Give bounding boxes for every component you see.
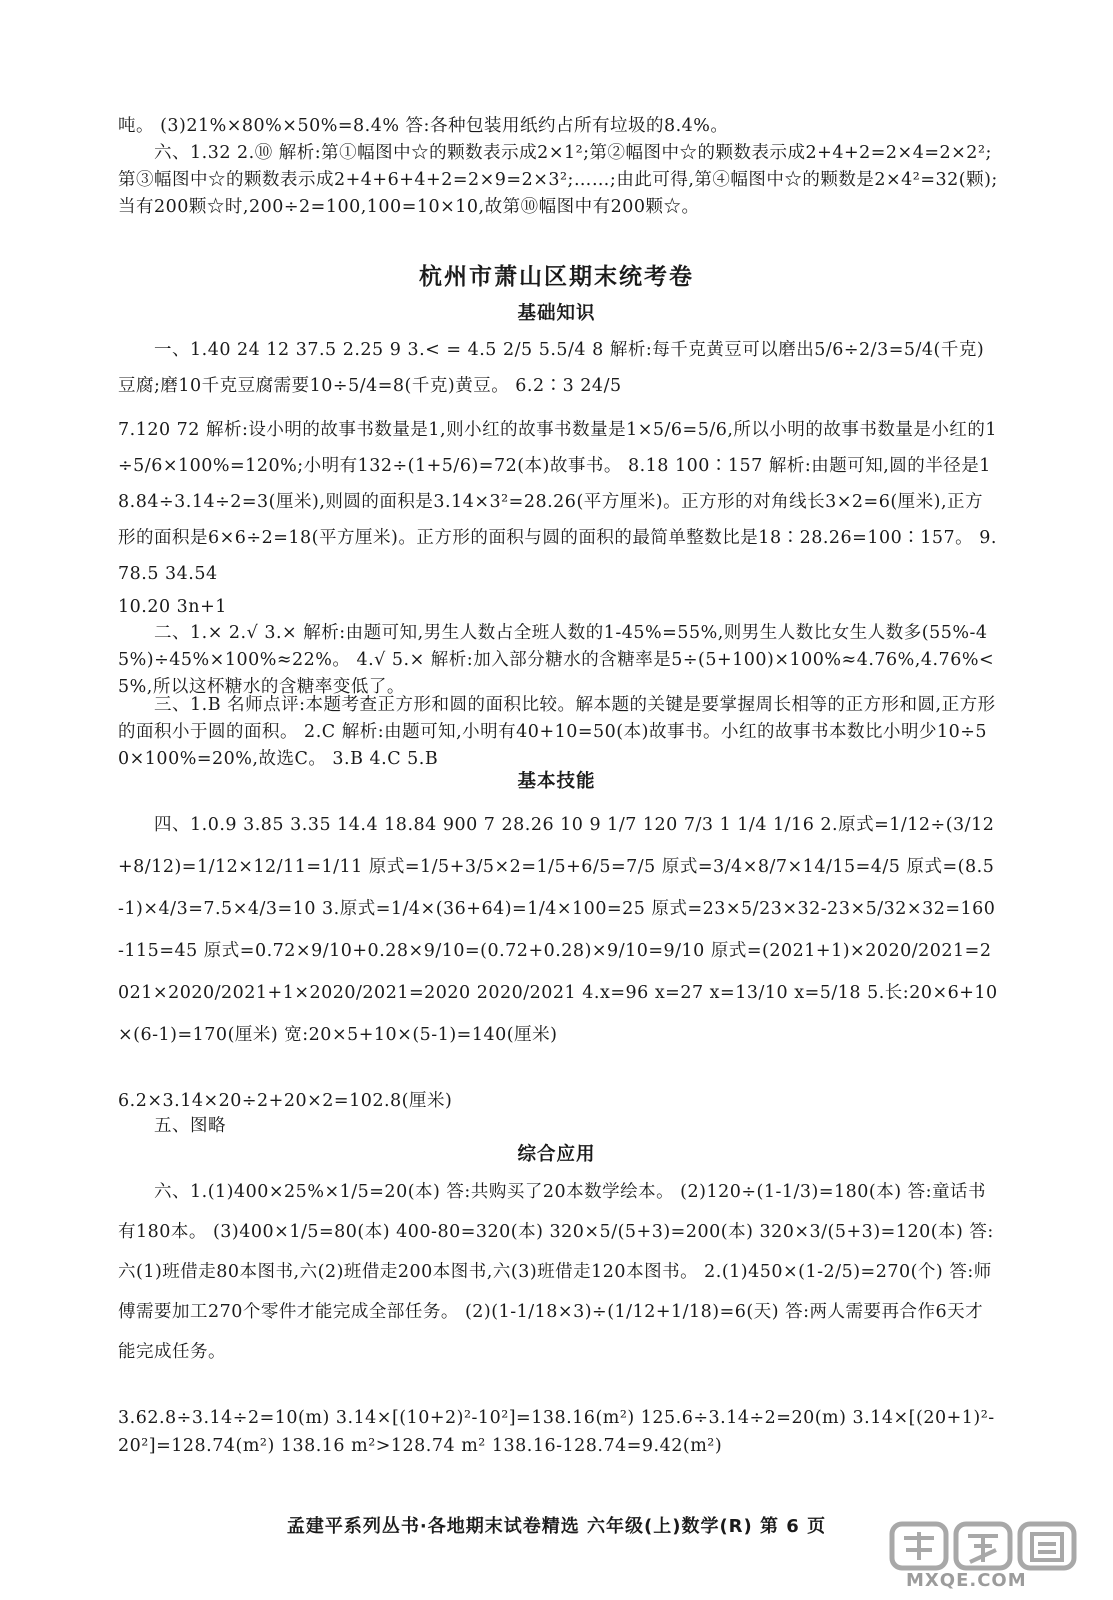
answer-text-p1: 吨。 (3)21%×80%×50%=8.4% 答:各种包装用纸约占所有垃圾的8.4%。: [118, 116, 729, 136]
section-basic-skills: 基本技能: [517, 771, 596, 792]
watermark: [888, 1520, 1078, 1592]
part6-text-2: 3.62.8÷3.14÷2=10(m) 3.14×[(10+2)²-10²]=138.16(m²) 125.6÷3.14÷2=20(m) 3.14×[(20+1)²-20²]=128.74(m²) 138.16 m²>128.74 m² 138.16-128.74=9.42(m²): [118, 1408, 995, 1456]
part3-text: 三、1.B 名师点评:本题考查正方形和圆的面积比较。解本题的关键是要掌握周长相等的正方形和圆,正方形的面积小于圆的面积。 2.C 解析:由题可知,小明有40+10=50(本)故事书。小红的故事书本数比小明少10÷50×100%=20%,故选C。 3.B 4.C 5.B: [118, 695, 996, 769]
watermark-logo-icon: [888, 1520, 1078, 1572]
part4-text-2: 6.2×3.14×20÷2+20×2=102.8(厘米): [118, 1091, 453, 1111]
section-basic-knowledge: 基础知识: [517, 303, 596, 324]
part5-text: 五、图略: [154, 1116, 226, 1136]
part1-text-2: 7.120 72 解析:设小明的故事书数量是1,则小红的故事书数量是1×5/6=5/6,所以小明的故事书数量是小红的1÷5/6×100%=120%;小明有132÷(1+5/6)=72(本)故事书。 8.18 100∶157 解析:由题可知,圆的半径是18.84÷3.14÷2=3(厘米),则圆的面积是3.14×3²=28.26(平方厘米)。正方形的对角线长3×2=6(厘米),正方形的面积是6×6÷2=18(平方厘米)。正方形的面积与圆的面积的最简单整数比是18∶28.26=100∶157。 9.78.5 34.54: [118, 420, 998, 584]
watermark-url: MXQE.COM: [906, 1570, 1027, 1591]
part4-text: 四、1.0.9 3.85 3.35 14.4 18.84 900 7 28.26 10 9 1/7 120 7/3 1 1/4 1/16 2.原式=1/12÷(3/12+8/12)=1/12×12/11=1/11 原式=1/5+3/5×2=1/5+6/5=7/5 原式=3/4×8/7×14/15=4/5 原式=(8.5-1)×4/3=7.5×4/3=10 3.原式=1/4×(36+64)=1/4×100=25 原式=23×5/23×32-23×5/32×32=160-115=45 原式=0.72×9/10+0.28×9/10=(0.72+0.28)×9/10=9/10 原式=(2021+1)×2020/2021=2021×2020/2021+1×2020/2021=2020 2020/2021 4.x=96 x=27 x=13/10 x=5/18 5.长:20×6+10×(6-1)=170(厘米) 宽:20×5+10×(5-1)=140(厘米): [118, 815, 998, 1045]
part6-text: 六、1.(1)400×25%×1/5=20(本) 答:共购买了20本数学绘本。 (2)120÷(1-1/3)=180(本) 答:童话书有180本。 (3)400×1/5=80(本) 400-80=320(本) 320×5/(5+3)=200(本) 320×3/(5+3)=120(本) 答:六(1)班借走80本图书,六(2)班借走200本图书,六(3)班借走120本图书。 2.(1)450×(1-2/5)=270(个) 答:师傅需要加工270个零件才能完成全部任务。 (2)(1-1/18×3)÷(1/12+1/18)=6(天) 答:两人需要再合作6天才能完成任务。: [118, 1182, 994, 1362]
answer-text-p2: 六、1.32 2.⑩ 解析:第①幅图中☆的颗数表示成2×1²;第②幅图中☆的颗数表示成2+4+2=2×4=2×2²;第③幅图中☆的颗数表示成2+4+6+4+2=2×9=2×3²;……;由此可得,第④幅图中☆的颗数是2×4²=32(颗);当有200颗☆时,200÷2=100,100=10×10,故第⑩幅图中有200颗☆。: [118, 143, 998, 217]
part2-text: 二、1.× 2.√ 3.× 解析:由题可知,男生人数占全班人数的1-45%=55%,则男生人数比女生人数多(55%-45%)÷45%×100%≈22%。 4.√ 5.× 解析:加入部分糖水的含糖率是5÷(5+100)×100%≈4.76%,4.76%<5%,所以这杯糖水的含糖率变低了。: [118, 623, 995, 697]
exam-title: 杭州市萧山区期末统考卷: [419, 263, 694, 290]
part1-text: 一、1.40 24 12 37.5 2.25 9 3.< = 4.5 2/5 5.5/4 8 解析:每千克黄豆可以磨出5/6÷2/3=5/4(千克)豆腐;磨10千克豆腐需要10÷5/4=8(千克)黄豆。 6.2∶3 24/5: [118, 340, 985, 396]
page-footer: 孟建平系列丛书·各地期末试卷精选 六年级(上)数学(R) 第 6 页: [286, 1516, 827, 1537]
part1-text-3: 10.20 3n+1: [118, 597, 227, 617]
section-application: 综合应用: [517, 1144, 596, 1165]
